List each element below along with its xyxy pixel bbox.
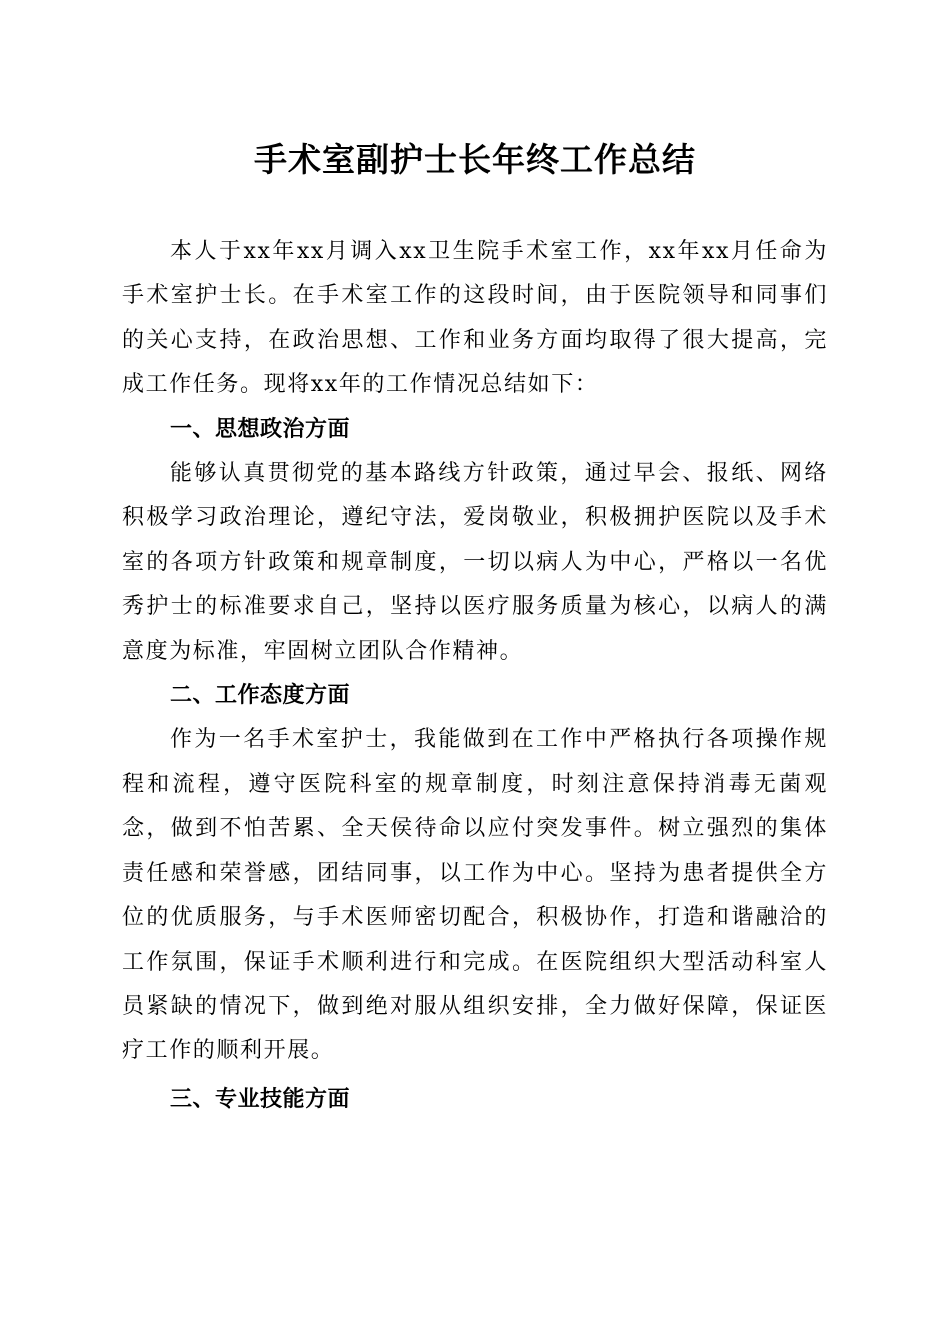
section-heading-attitude: 二、工作态度方面: [170, 683, 351, 709]
document-title: 手术室副护士长年终工作总结: [254, 140, 696, 179]
section-body-political: 能够认真贯彻党的基本路线方针政策，通过早会、报纸、网络积极学习政治理论，遵纪守法，爱岗敬业，积极拥护医院以及手术室的各项方针政策和规章制度，一切以病人为中心，严格以一名优秀护士的标准要求自己，坚持以医疗服务质量为核心，以病人的满意度为标准，牢固树立团队合作精神。: [122, 461, 828, 664]
document-body: [122, 230, 828, 1122]
section-heading-skills: 三、专业技能方面: [170, 1086, 351, 1112]
section-heading-political: 一、思想政治方面: [170, 416, 351, 442]
intro-paragraph: 本人于xx年xx月调入xx卫生院手术室工作，xx年xx月任命为手术室护士长。在手术室工作的这段时间，由于医院领导和同事们的关心支持，在政治思想、工作和业务方面均取得了很大提高，完成工作任务。现将xx年的工作情况总结如下：: [122, 239, 828, 398]
section-body-attitude: 作为一名手术室护士，我能做到在工作中严格执行各项操作规程和流程，遵守医院科室的规章制度，时刻注意保持消毒无菌观念，做到不怕苦累、全天侯待命以应付突发事件。树立强烈的集体责任感和荣誉感，团结同事，以工作为中心。坚持为患者提供全方位的优质服务，与手术医师密切配合，积极协作，打造和谐融洽的工作氛围，保证手术顺利进行和完成。在医院组织大型活动科室人员紧缺的情况下，做到绝对服从组织安排，全力做好保障，保证医疗工作的顺利开展。: [122, 727, 828, 1064]
